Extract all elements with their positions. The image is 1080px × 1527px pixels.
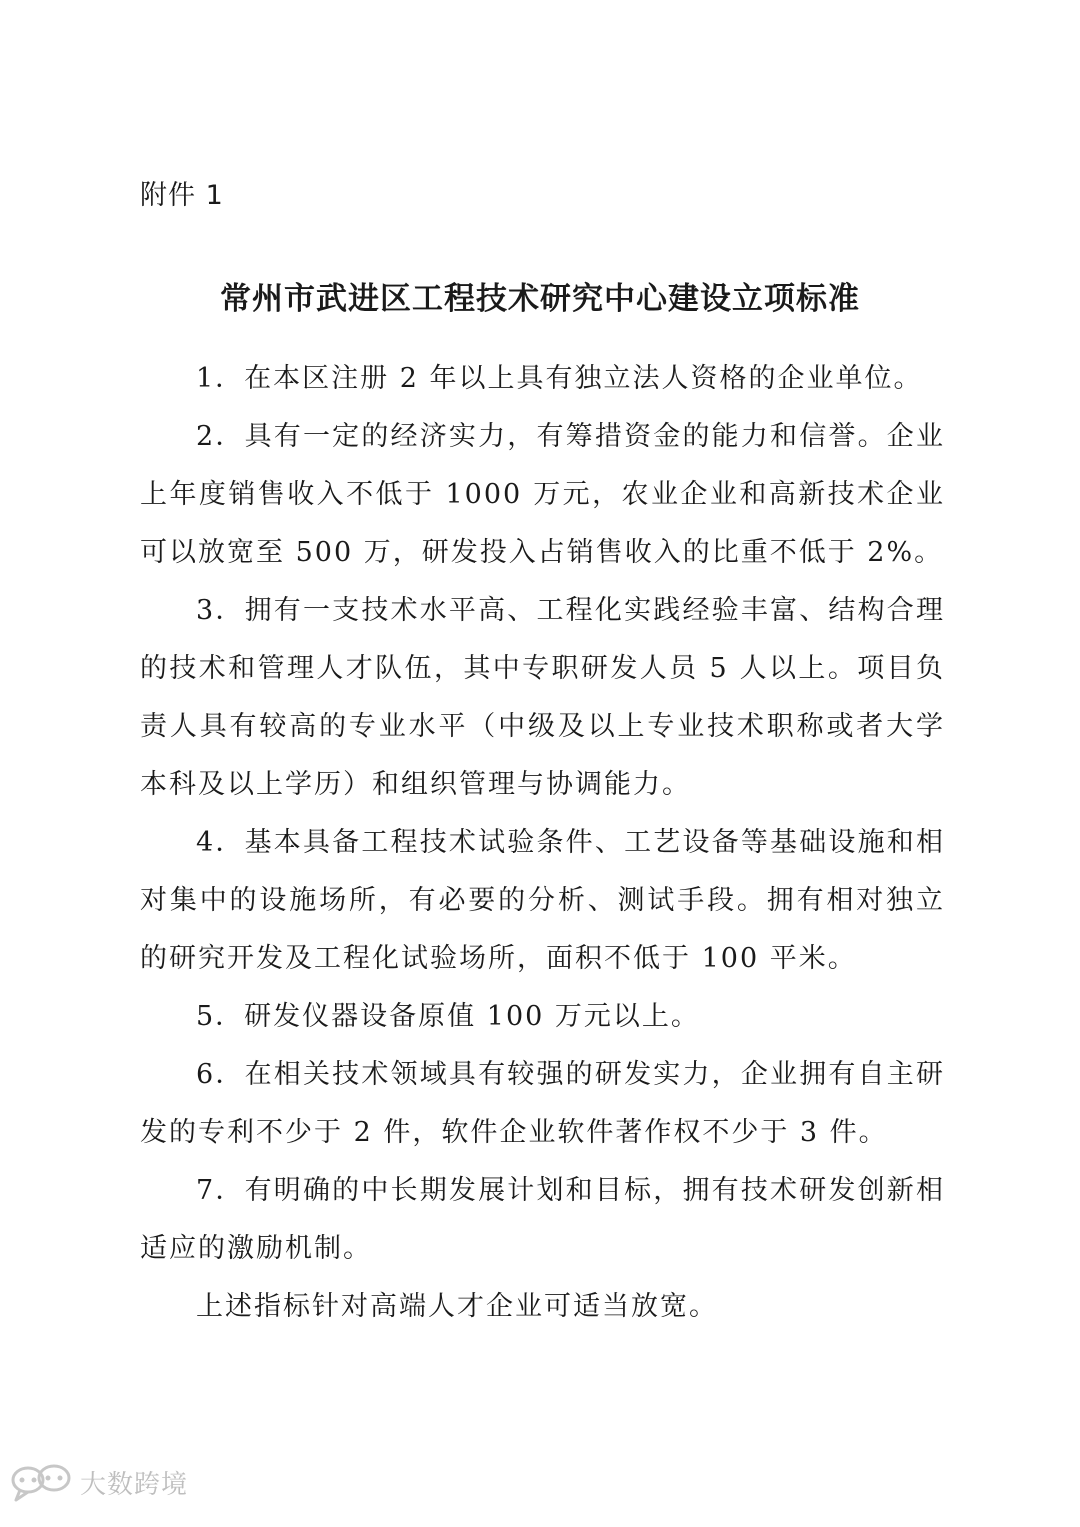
paragraph-3: 3．拥有一支技术水平高、工程化实践经验丰富、结构合理的技术和管理人才队伍，其中专职研发人员 5 人以上。项目负责人具有较高的专业水平（中级及以上专业技术职称或者大学本科及以上学历）和组织管理与协调能力。 [140,595,945,800]
paragraph-6: 6．在相关技术领域具有较强的研发实力，企业拥有自主研发的专利不少于 2 件，软件企业软件著作权不少于 3 件。 [140,1059,945,1148]
paragraph-2: 2．具有一定的经济实力，有筹措资金的能力和信誉。企业上年度销售收入不低于 1000 万元，农业企业和高新技术企业可以放宽至 500 万，研发投入占销售收入的比重不低于 2%。 [140,421,945,568]
document-title: 常州市武进区工程技术研究中心建设立项标准 [220,281,860,317]
paragraph-7: 7．有明确的中长期发展计划和目标，拥有技术研发创新相适应的激励机制。 [140,1175,945,1264]
document-body [140,350,945,1336]
attachment-label: 附件 1 [140,180,224,211]
paragraph-5: 5．研发仪器设备原值 100 万元以上。 [196,1001,700,1032]
watermark-text: 大数跨境 [80,1469,189,1500]
paragraph-1: 1．在本区注册 2 年以上具有独立法人资格的企业单位。 [196,363,923,394]
closing-note: 上述指标针对高端人才企业可适当放宽。 [196,1291,718,1322]
watermark [10,1458,188,1506]
chat-bubble-logo-icon [10,1458,74,1506]
paragraph-4: 4．基本具备工程技术试验条件、工艺设备等基础设施和相对集中的设施场所，有必要的分析、测试手段。拥有相对独立的研究开发及工程化试验场所，面积不低于 100 平米。 [140,827,945,974]
